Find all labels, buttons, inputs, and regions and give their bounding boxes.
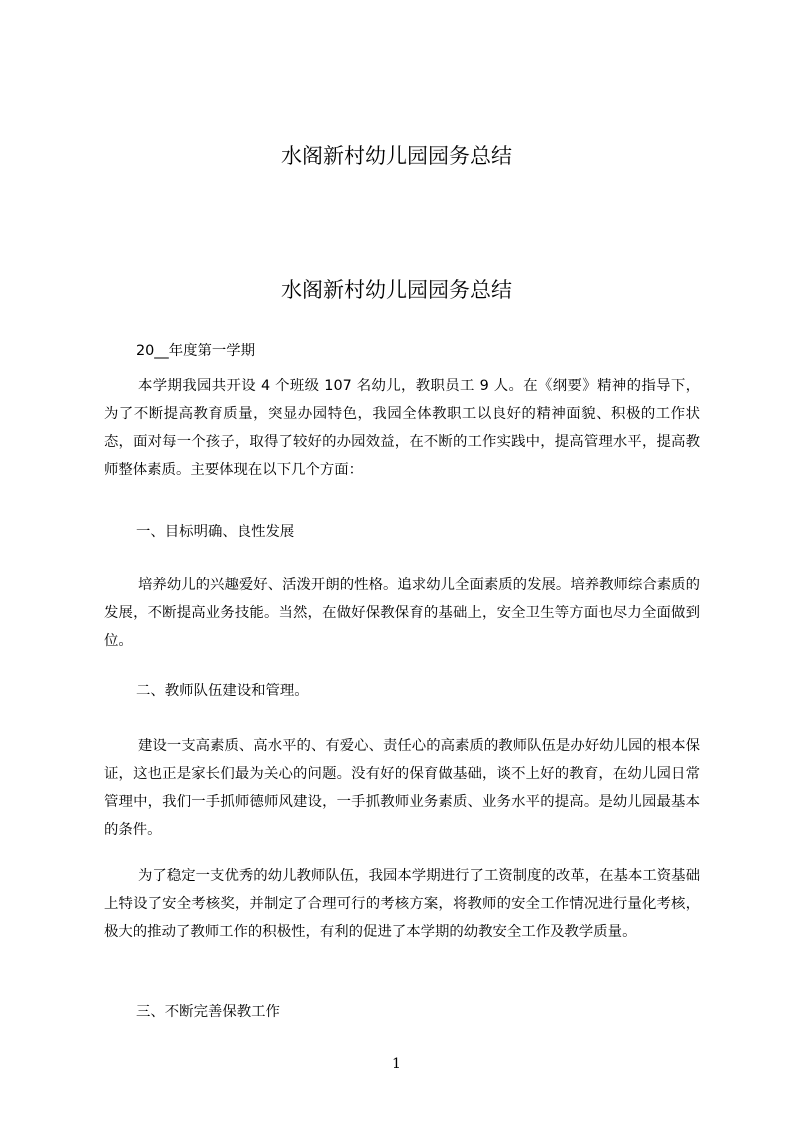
intro-paragraph: 本学期我园共开设 4 个班级 107 名幼儿，教职员工 9 人。在《纲要》精神的指导下，为了不断提高教育质量，突显办园特色，我园全体教职工以良好的精神面貌、积极的工作状态，面对每一个孩子，取得了较好的办园效益，在不断的工作实践中，提高管理水平，提高教师整体素质。主要体现在以下几个方面： [104,378,700,478]
page-number: 1 [392,1056,401,1072]
section-heading-2: 二、教师队伍建设和管理。 [136,683,309,699]
document-title: 水阁新村幼儿园园务总结 [281,278,512,302]
section-heading-1: 一、目标明确、良性发展 [136,524,295,540]
section-2-paragraph-2: 为了稳定一支优秀的幼儿教师队伍，我园本学期进行了工资制度的改革，在基本工资基础上特设了安全考核奖，并制定了合理可行的考核方案，将教师的安全工作情况进行量化考核，极大的推动了教师工作的积极性，有利的促进了本学期的幼教安全工作及教学质量。 [104,868,700,940]
section-heading-3: 三、不断完善保教工作 [136,1004,280,1020]
semester-line: 20__年度第一学期 [136,343,256,359]
section-2-paragraph-1: 建设一支高素质、高水平的、有爱心、责任心的高素质的教师队伍是办好幼儿园的根本保证，这也正是家长们最为关心的问题。没有好的保育做基础，谈不上好的教育，在幼儿园日常管理中，我们一手抓师德师风建设，一手抓教师业务素质、业务水平的提高。是幼儿园最基本的条件。 [104,738,700,838]
cover-title: 水阁新村幼儿园园务总结 [281,144,512,168]
section-1-paragraph-1: 培养幼儿的兴趣爱好、活泼开朗的性格。追求幼儿全面素质的发展。培养教师综合素质的发展，不断提高业务技能。当然，在做好保教保育的基础上，安全卫生等方面也尽力全面做到位。 [104,577,700,649]
